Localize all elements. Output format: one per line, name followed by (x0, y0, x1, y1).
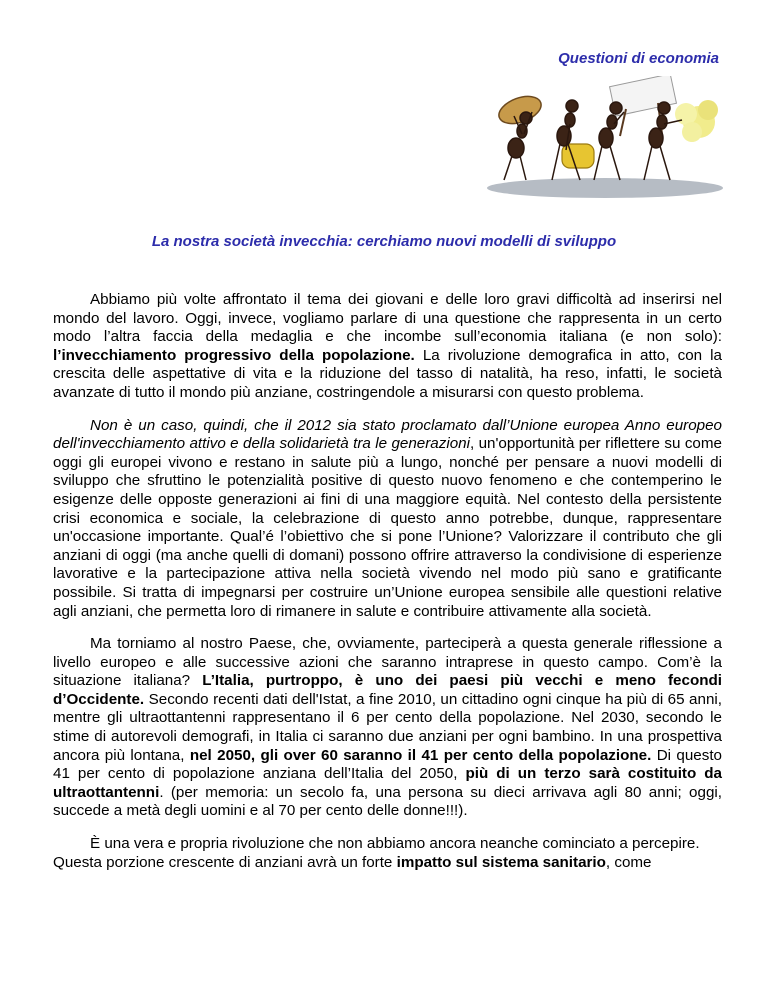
ground-shadow (487, 178, 723, 198)
section-label: Questioni di economia (558, 50, 719, 67)
ant-3 (594, 102, 624, 180)
ant-2 (552, 100, 580, 180)
article-body (53, 291, 722, 886)
page-title: La nostra società invecchia: cerchiamo nuovi modelli di sviluppo (151, 233, 617, 250)
ants-carrying-food-and-sign-icon (486, 76, 724, 200)
paragraph-4: È una vera e propria rivoluzione che non abbiamo ancora neanche cominciato a percepire. (90, 835, 700, 853)
popcorn (675, 100, 718, 142)
paragraph-5: Questa porzione crescente di anziani avrà un forte impatto sul sistema sanitario, come (53, 853, 652, 871)
paragraph-2: Non è un caso, quindi, che il 2012 sia stato proclamato dall’Unione europea Anno europeo dell'invecchiamento attivo e della solidarietà tra le generazioni, un'opportunità per riflettere su come oggi gli europei vivono e restano in salute più a lungo, nonché per pensare a nuovi modelli di sviluppo che sfruttino le potenzialità positive di questo nuovo fenomeno e che contemperino le esigenze delle opposte generazioni ai fini di una maggiore equità. Nel contesto della persistente crisi economica e sociale, la celebrazione di questo anno potrebbe, dunque, rappresentare un'occasione importante. Qual’é l’obiettivo che si pone l’Unione? Valorizzare il contributo che gli anziani di oggi (ma anche quelli di domani) possono offrire attraverso la condivisione di esperienze lavorative e la partecipazione attiva nella società vivendo nel modo più sano e gratificante possibile. Si tratta di impegnarsi per costruire un’Unione europea sensibile alle questioni relative agli anziani, che permetta loro di rimanere in salute e contribuire attivamente alla società. (53, 416, 722, 620)
paragraph-1: Abbiamo più volte affrontato il tema dei giovani e delle loro gravi difficoltà ad inserirsi nel mondo del lavoro. Oggi, invece, vogliamo parlare di una questione che rappresenta in un certo modo l’altra faccia della medaglia e che incombe sull’economia italiana (e non solo): l’invecchiamento progressivo della popolazione. La rivoluzione demografica in atto, con la crescita delle aspettative di vita e la riduzione del tasso di natalità, ha reso, infatti, le società avanzate di tutto il mondo più anziane, costringendole a misurarsi con questo problema. (53, 291, 722, 401)
paragraph-3: Ma torniamo al nostro Paese, che, ovviamente, parteciperà a questa generale riflessione a livello europeo e alle successive azioni che saranno intraprese in questo campo. Com’è la situazione italiana? L’Italia, purtroppo, è uno dei paesi più vecchi e meno fecondi d’Occidente. Secondo recenti dati dell'Istat, a fine 2010, un cittadino ogni cinque ha più di 65 anni, mentre gli ultraottantenni rappresentano il 6 per cento della popolazione. Nel 2030, secondo le stime di autorevoli demografi, in Italia ci saranno due anziani per ogni bambino. In una prospettiva ancora più lontana, nel 2050, gli over 60 saranno il 41 per cento della popolazione. Di questo 41 per cento di popolazione anziana dell’Italia del 2050, più di un terzo sarà costituito da ultraottantenni. (per memoria: un secolo fa, una persona su dieci arrivava agli 80 anni; oggi, succede a metà degli uomini e al 70 per cento delle donne!!!). (53, 635, 722, 820)
seed (495, 91, 545, 129)
